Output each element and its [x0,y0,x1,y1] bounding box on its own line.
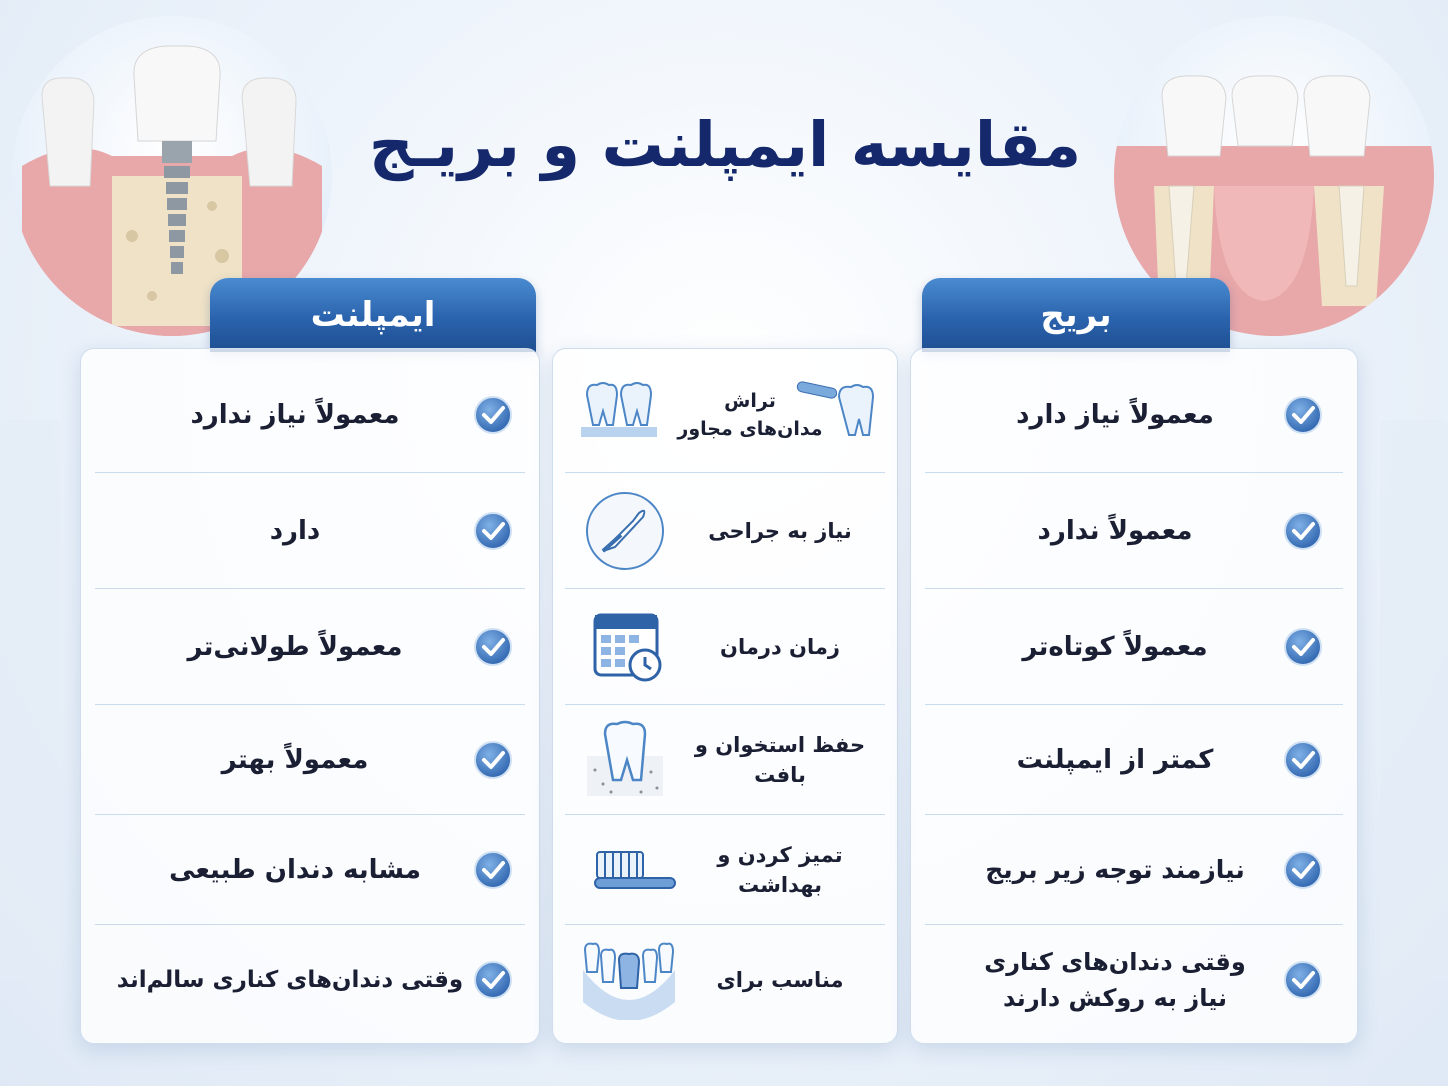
implant-panel [80,348,540,1044]
criteria-label: مناسب برای [716,968,844,992]
tooth-grinding-icon [581,375,677,455]
check-icon [473,511,513,551]
implant-value: معمولاً نیاز ندارد [190,400,400,430]
check-icon [473,740,513,780]
bridge-row [925,925,1343,1035]
bridge-row [925,815,1343,925]
check-icon [1283,511,1323,551]
bridge-row [925,705,1343,815]
criteria-row [565,589,885,705]
implant-row [95,815,525,925]
bridge-value-line: وقتی دندان‌های کناری [984,948,1246,976]
criteria-label: زمان درمان [720,635,840,659]
check-icon [473,627,513,667]
tooth-bone-icon [581,720,677,800]
bridge-value: معمولاً ندارد [1037,516,1193,546]
criteria-row [565,357,885,473]
implant-row [95,589,525,705]
bridge-value: کمتر از ایمپلنت [1016,745,1214,775]
implant-value: دارد [269,516,321,546]
criteria-row [565,925,885,1035]
check-icon [1283,395,1323,435]
bridge-panel [910,348,1358,1044]
implant-row [95,357,525,473]
scalpel-icon [581,491,677,571]
dental-drill-icon [793,375,879,455]
check-icon [473,395,513,435]
criteria-row [565,473,885,589]
check-icon [1283,850,1323,890]
check-icon [473,850,513,890]
calendar-clock-icon [581,607,677,687]
page-title: مقایسه ایمپلنت و بریـج [368,108,1082,181]
criteria-label: حفظ استخوان و بافت [694,733,866,787]
bridge-value: معمولاً کوتاه‌تر [1022,632,1208,662]
criteria-label: تمیز کردن و بهداشت [717,843,843,897]
criteria-panel [552,348,898,1044]
bridge-value-line: نیاز به روکش دارند [1002,984,1228,1012]
bridge-row [925,357,1343,473]
bridge-value: معمولاً نیاز دارد [1016,400,1214,430]
check-icon [1283,740,1323,780]
toothbrush-icon [581,830,677,910]
criteria-label: نیاز به جراحی [708,519,852,543]
bridge-column-header: بریج [922,278,1230,352]
bridge-value: نیازمند توجه زیر بریج [985,855,1245,884]
implant-value: معمولاً بهتر [221,745,369,775]
check-icon [1283,960,1323,1000]
implant-row [95,473,525,589]
bridge-value [955,944,1275,1016]
implant-value: معمولاً طولانی‌تر [187,632,403,662]
criteria-row [565,705,885,815]
implant-row [95,705,525,815]
check-icon [473,960,513,1000]
background-shelf-left [0,420,60,980]
check-icon [1283,627,1323,667]
implant-value: مشابه دندان طبیعی [169,855,421,885]
dental-arch-icon [581,940,677,1020]
criteria-label-line: مدان‌های مجاور [677,418,823,440]
bridge-row [925,473,1343,589]
criteria-label-line: تراش [724,390,776,412]
implant-row [95,925,525,1035]
implant-column-header: ایمپلنت [210,278,536,352]
criteria-row [565,815,885,925]
background-shelf-right [1380,420,1448,980]
implant-value: وقتی دندان‌های کناری سالم‌اند [116,967,464,993]
bridge-row [925,589,1343,705]
